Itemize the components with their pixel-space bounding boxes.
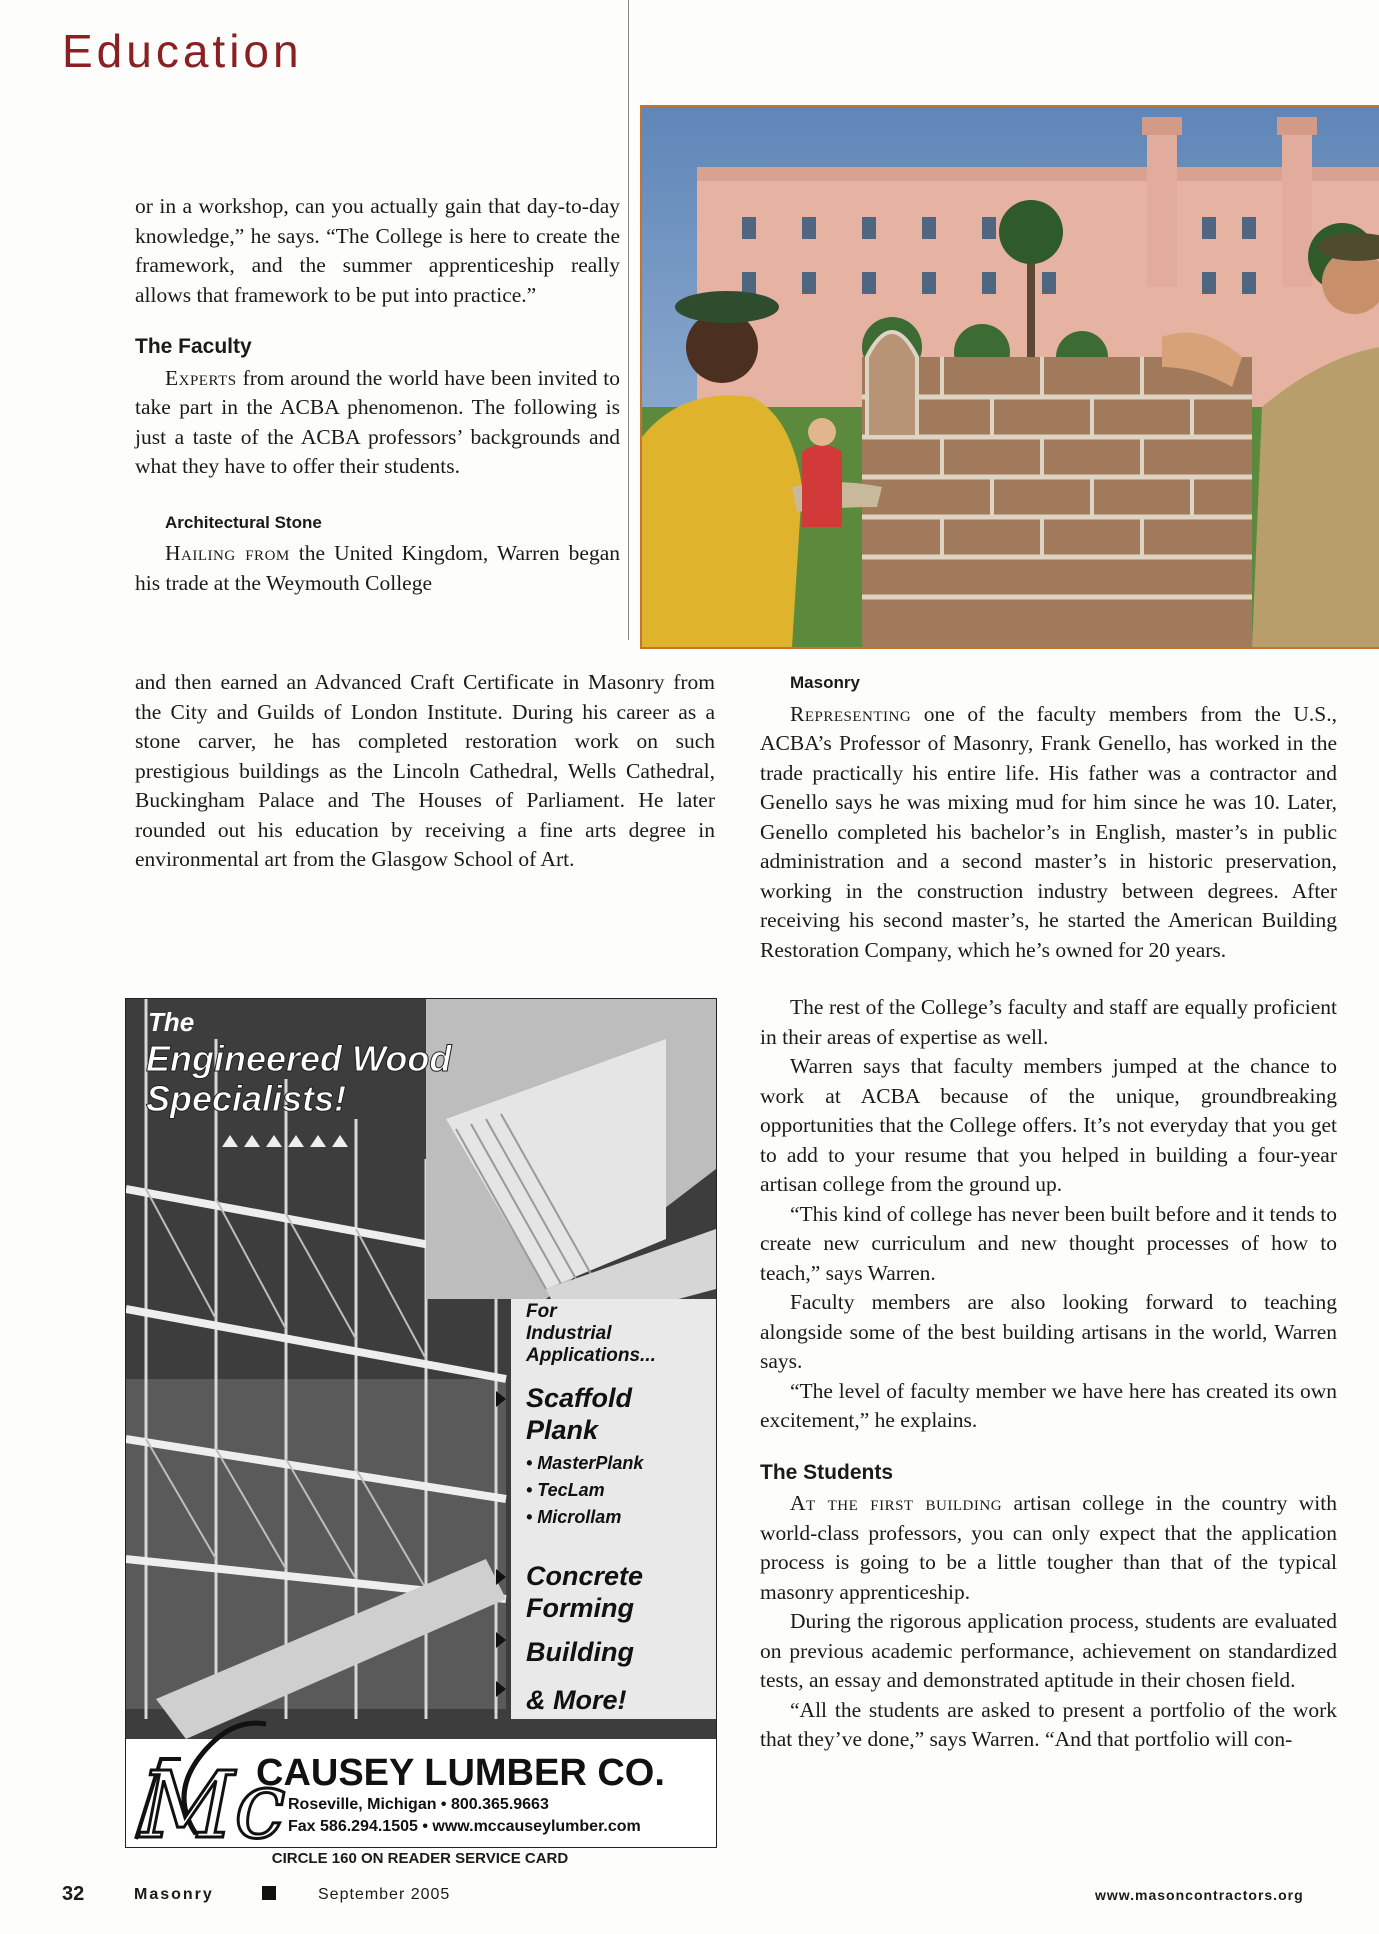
ad-address: Roseville, Michigan • 800.365.9663: [288, 1796, 549, 1813]
ad-brand-masterplank: • MasterPlank: [526, 1453, 644, 1473]
ad-artwork: [126, 999, 716, 1847]
ad-company-name: CAUSEY LUMBER CO.: [256, 1752, 665, 1794]
faculty-heading: The Faculty: [135, 335, 252, 358]
warren-paragraph: Warren says that faculty members jumped at the chance to work at ACBA because of the unique, groundbreaking opportunities that the College offers. It’s not everyday that you get to add to your resume that you helped in building a four-year artisan college from the ground up.: [760, 1054, 1337, 1196]
arch-stone-paragraph-b: and then earned an Advanced Craft Certificate in Masonry from the City and Guilds of London Institute. During his career as a stone carver, he has completed restoration work on such prestigious buildings as the Lincoln Cathedral, Wells Cathedral, Buckingham Palace and The Houses of Parliament. He later rounded out his education by receiving a fine arts degree in environmental art from the Glasgow School of Art.: [135, 670, 715, 871]
ad-brand-teclam: • TecLam: [526, 1480, 605, 1500]
students-heading: The Students: [760, 1460, 894, 1484]
footer-magazine: Masonry: [134, 1886, 214, 1903]
process-paragraph: During the rigorous application process, students are evaluated on previous academic performance, achievement on standardized tests, an essay and demonstrated aptitude in their chosen field.: [760, 1609, 1337, 1692]
ad-brand-microllam: • Microllam: [526, 1507, 622, 1527]
ad-fax-web: Fax 586.294.1505 • www.mccauseylumber.com: [288, 1818, 641, 1835]
students-lead: At the first building: [790, 1491, 1003, 1515]
footer-url: www.masoncontractors.org: [1095, 1887, 1304, 1903]
left-column-upper: [135, 192, 620, 598]
ad-scaffold: Scaffold: [526, 1383, 633, 1413]
ad-headline-the: The: [148, 1007, 195, 1037]
rest-paragraph: The rest of the College’s faculty and staff are equally proficient in their areas of expertise as well.: [760, 995, 1337, 1049]
advertisement: [125, 998, 717, 1848]
masonry-paragraph: [760, 700, 1337, 966]
portfolio-paragraph: “All the students are asked to present a portfolio of the work that they’ve done,” says Warren. “And that portfolio will con-: [760, 1697, 1337, 1751]
masonry-text: one of the faculty members from the U.S., ACBA’s Professor of Masonry, Frank Genello, has worked in the trade practically his entire life. His father was a contractor and Genello says he was mixing mud for him since he was 10. Later, Genello completed his bachelor’s in English, master’s in public administration and a second master’s in historic preservation, working in the construction industry between degrees. After receiving his second master’s, he started the American Building Restoration Company, which he’s owned for 20 years.: [760, 701, 1337, 962]
right-column: [760, 668, 1337, 1755]
ad-industrial: Industrial: [526, 1323, 612, 1344]
section-title: Education: [62, 25, 303, 77]
photo-illustration: [642, 107, 1379, 647]
mccausey-logo: Mc: [140, 1752, 286, 1847]
quote1-paragraph: “This kind of college has never been built before and it tends to create new curriculum and new thought processes of how to teach,” says Warren.: [760, 1201, 1337, 1285]
students-text: artisan college in the country with world-class professors, you can only expect that the application process is going to be a little tougher than that of the typical masonry apprenticeship.: [760, 1491, 1337, 1604]
left-column-lower: [135, 668, 715, 875]
ad-building: Building: [526, 1637, 634, 1667]
footer-date: September 2005: [318, 1886, 451, 1903]
ad-plank: Plank: [526, 1415, 599, 1445]
arch-lead: Hailing from: [165, 541, 290, 565]
ad-headline-specialists: Specialists!: [146, 1078, 347, 1119]
masonry-lead: Representing: [790, 701, 912, 726]
ad-caption: CIRCLE 160 ON READER SERVICE CARD: [271, 1850, 569, 1867]
paragraph-continued: or in a workshop, can you actually gain that day-to-day knowledge,” he says. “The College is here to create the framework, and the summer apprenticeship really allows that framework to be put into practice.”: [135, 194, 620, 307]
footer-page-number: 32: [62, 1883, 85, 1905]
arch-text-a: the United Kingdom, Warren began his trade at the Weymouth College: [135, 541, 620, 595]
faculty-text: from around the world have been invited to take part in the ACBA phenomenon. The following is just a taste of the ACBA professors’ backgrounds and what they have to offer their students.: [135, 365, 620, 478]
students-paragraph: [760, 1489, 1337, 1607]
ad-applications: Applications...: [526, 1345, 656, 1366]
ad-concrete: Concrete: [526, 1561, 644, 1591]
faculty-lead: Experts: [165, 365, 237, 390]
arch-stone-paragraph-a: [135, 539, 620, 598]
quote2-paragraph: “The level of faculty member we have here has created its own excitement,” he explains.: [760, 1378, 1337, 1432]
faculty-paragraph: [135, 364, 620, 482]
faculty-looking-paragraph: Faculty members are also looking forward to teaching alongside some of the best building artisans in the world, Warren says.: [760, 1290, 1337, 1373]
ad-for: For: [526, 1301, 557, 1322]
column-divider: [628, 0, 629, 640]
footer-square: [262, 1886, 276, 1900]
ad-forming: Forming: [526, 1593, 634, 1623]
masonry-heading: Masonry: [790, 673, 860, 692]
ad-headline-engineered: Engineered Wood: [146, 1038, 452, 1079]
ad-and-more: & More!: [526, 1685, 627, 1715]
masonry-photo: [640, 105, 1379, 649]
arch-stone-heading: Architectural Stone: [165, 512, 322, 532]
